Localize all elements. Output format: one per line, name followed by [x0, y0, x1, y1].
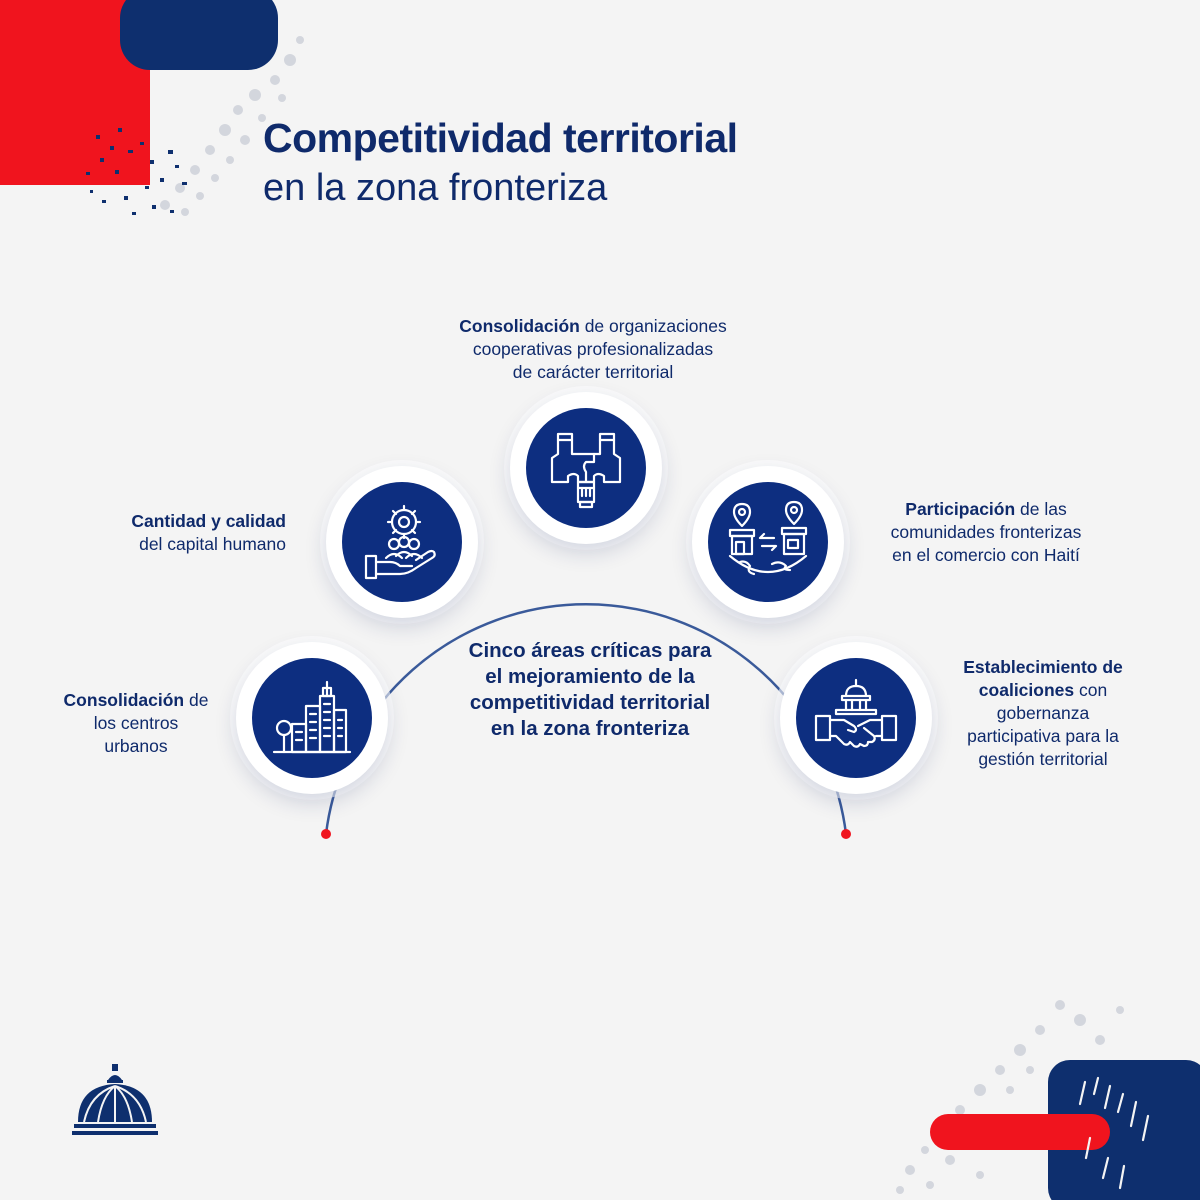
label-human-capital-line2: del capital humano	[139, 534, 286, 554]
label-urban-centers-bold: Consolidación	[63, 690, 185, 710]
hand-people-gear-icon	[360, 500, 444, 584]
handshake-capitol-icon	[814, 676, 898, 760]
title-line-2: en la zona fronteriza	[263, 167, 608, 209]
label-cooperatives-rest: de organizaciones	[579, 316, 727, 336]
label-coalitions-rest: con	[1074, 680, 1108, 700]
label-coalitions-line5: gestión territorial	[978, 749, 1108, 769]
label-coalitions-line4: participativa para la	[967, 726, 1119, 746]
puzzle-hands-icon	[544, 426, 628, 510]
area-node-human-capital	[326, 466, 478, 618]
title-line-1: Competitividad territorial	[263, 115, 738, 161]
label-urban-centers-rest: de	[184, 690, 209, 710]
center-caption-line-3: competitividad territorial	[469, 691, 711, 714]
label-human-capital-bold: Cantidad y calidad	[131, 511, 286, 531]
center-caption-line-2: el mejoramiento de la	[485, 665, 695, 688]
stores-trade-icon	[726, 500, 810, 584]
label-coalitions	[940, 656, 1146, 771]
center-caption	[428, 638, 752, 742]
label-urban-centers-line2: los centros	[93, 713, 179, 733]
area-node-coalitions	[780, 642, 932, 794]
label-cooperatives-line3: de carácter territorial	[512, 362, 674, 382]
label-urban-centers	[50, 689, 222, 758]
label-cooperatives-bold: Consolidación	[459, 316, 580, 336]
label-border-trade-bold: Participación	[905, 499, 1016, 519]
area-node-border-trade	[692, 466, 844, 618]
label-urban-centers-line3: urbanos	[104, 736, 168, 756]
center-caption-line-1: Cinco áreas críticas para	[468, 639, 712, 662]
label-cooperatives-line2: cooperativas profesionalizadas	[472, 339, 714, 359]
label-border-trade	[866, 498, 1106, 567]
city-buildings-icon	[270, 676, 354, 760]
label-cooperatives	[410, 315, 776, 384]
label-coalitions-line3: gobernanza	[996, 703, 1090, 723]
label-border-trade-line3: en el comercio con Haití	[892, 545, 1080, 565]
label-human-capital	[80, 510, 286, 556]
label-border-trade-line2: comunidades fronterizas	[890, 522, 1082, 542]
area-node-urban-centers	[236, 642, 388, 794]
area-node-cooperatives	[510, 392, 662, 544]
center-caption-line-4: en la zona fronteriza	[490, 717, 690, 740]
label-coalitions-bold-1: Establecimiento de	[963, 657, 1123, 677]
label-border-trade-rest: de las	[1015, 499, 1067, 519]
label-coalitions-bold-2: coaliciones	[978, 680, 1075, 700]
